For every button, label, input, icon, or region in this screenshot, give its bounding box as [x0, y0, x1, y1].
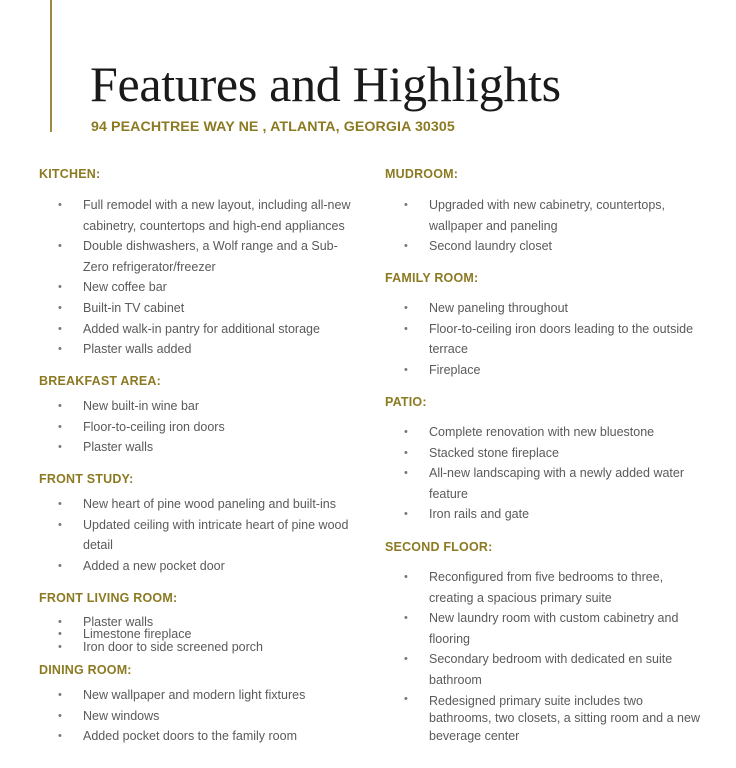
list-item: • Added a new pocket door [39, 556, 359, 577]
list-item: • Reconfigured from five bedrooms to three, creating a spacious primary suite [385, 567, 705, 608]
second-floor-list [385, 567, 705, 745]
section-heading-kitchen: KITCHEN: [39, 167, 101, 181]
list-item: • Floor-to-ceiling iron doors [39, 417, 359, 438]
section-heading-front-study: FRONT STUDY: [39, 472, 134, 486]
list-item: • Built-in TV cabinet [39, 298, 359, 319]
list-item: • Iron rails and gate [385, 504, 705, 525]
list-item: • New heart of pine wood paneling and built-ins [39, 494, 359, 515]
list-item: • Floor-to-ceiling iron doors leading to the outside terrace [385, 319, 705, 360]
dining-room-list [39, 685, 359, 747]
section-heading-dining-room: DINING ROOM: [39, 663, 132, 677]
list-item: • Stacked stone fireplace [385, 443, 705, 464]
list-item: • Added walk-in pantry for additional storage [39, 319, 359, 340]
section-heading-family-room: FAMILY ROOM: [385, 271, 479, 285]
list-item: • Iron door to side screened porch [39, 641, 359, 653]
family-room-list [385, 298, 705, 380]
list-item: • New laundry room with custom cabinetry and flooring [385, 608, 705, 649]
list-item: • Limestone fireplace [39, 628, 359, 640]
section-heading-breakfast-area: BREAKFAST AREA: [39, 374, 161, 388]
list-item: • Upgraded with new cabinetry, countertops, wallpaper and paneling [385, 195, 705, 236]
section-heading-second-floor: SECOND FLOOR: [385, 540, 493, 554]
section-heading-patio: PATIO: [385, 395, 427, 409]
list-item: • New wallpaper and modern light fixtures [39, 685, 359, 706]
front-study-list [39, 494, 359, 576]
list-item: • Secondary bedroom with dedicated en suite bathroom [385, 649, 705, 690]
front-living-room-list [39, 616, 359, 653]
patio-list [385, 422, 705, 525]
page-title: Features and Highlights [90, 56, 561, 112]
list-item: • All-new landscaping with a newly added water feature [385, 463, 705, 504]
list-item: • Plaster walls added [39, 339, 359, 360]
breakfast-area-list [39, 396, 359, 458]
list-item: • Plaster walls [39, 437, 359, 458]
list-item: • New windows [39, 706, 359, 727]
list-item: • Full remodel with a new layout, including all-new cabinetry, countertops and high-end appliances [39, 195, 359, 236]
kitchen-list [39, 195, 359, 360]
list-item: • Complete renovation with new bluestone [385, 422, 705, 443]
section-heading-mudroom: MUDROOM: [385, 167, 459, 181]
list-item: • New paneling throughout [385, 298, 705, 319]
list-item: • Plaster walls [39, 616, 359, 628]
property-address: 94 PEACHTREE WAY NE , ATLANTA, GEORGIA 30305 [91, 119, 455, 135]
section-heading-front-living-room: FRONT LIVING ROOM: [39, 591, 178, 605]
list-item: • Added pocket doors to the family room [39, 726, 359, 747]
mudroom-list [385, 195, 705, 257]
list-item: • Redesigned primary suite includes two bathrooms, two closets, a sitting room and a new beverage center [385, 691, 705, 746]
list-item: • Double dishwashers, a Wolf range and a Sub-Zero refrigerator/freezer [39, 236, 359, 277]
list-item: • Fireplace [385, 360, 705, 381]
decorative-vertical-rule [50, 0, 52, 132]
list-item: • New built-in wine bar [39, 396, 359, 417]
list-item: • New coffee bar [39, 277, 359, 298]
list-item: • Updated ceiling with intricate heart of pine wood detail [39, 515, 359, 556]
list-item: • Second laundry closet [385, 236, 705, 257]
